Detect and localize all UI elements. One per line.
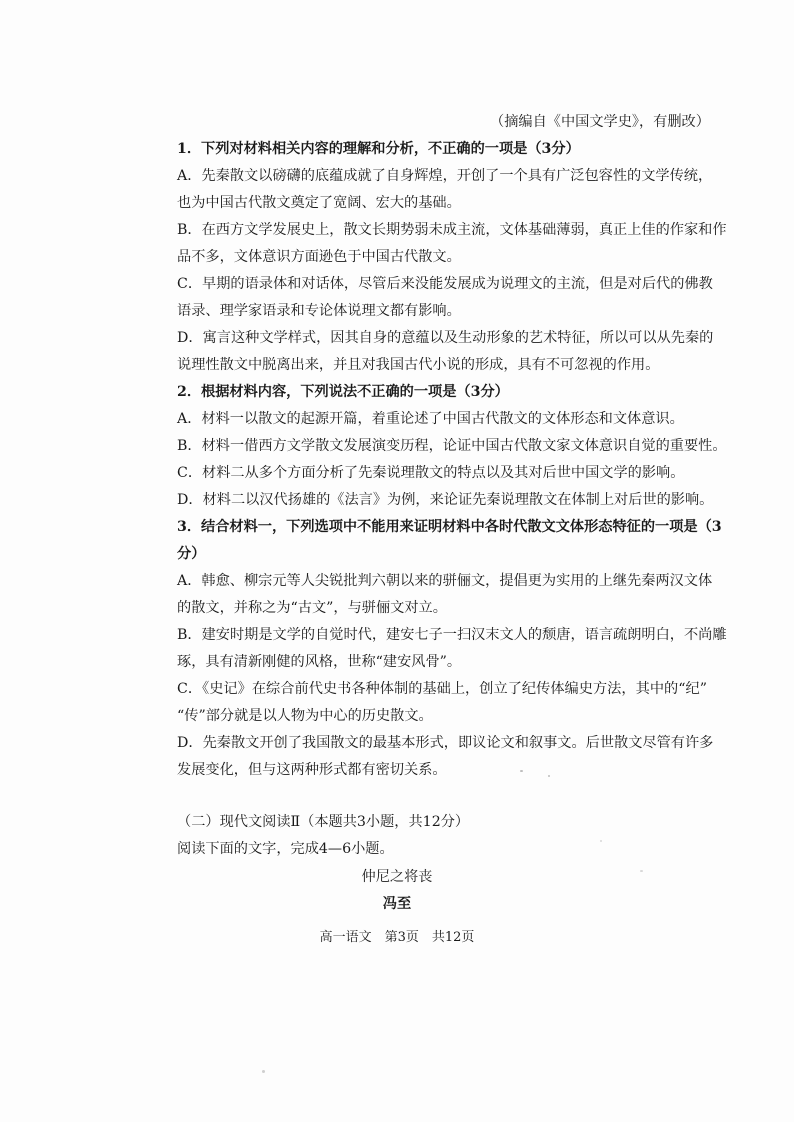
source-note: （摘编自《中国文学史》，有删改） xyxy=(490,114,710,130)
question-3-stem-line-2: 分） xyxy=(177,546,206,562)
q2-option-a: A．材料一以散文的起源开篇，着重论述了中国古代散文的文体形态和文体意识。 xyxy=(177,411,684,427)
q3-option-b-line-1: B．建安时期是文学的自觉时代，建安七子一扫汉末文人的颓唐，语言疏朗明白，不尚雕 xyxy=(177,627,727,643)
scan-speck xyxy=(640,870,643,872)
passage-title: 仲尼之将丧 xyxy=(361,869,433,885)
passage-author: 冯至 xyxy=(382,896,412,912)
scan-speck xyxy=(262,1070,265,1073)
q1-option-b-line-2: 品不多，文体意识方面逊色于中国古代散文。 xyxy=(177,249,461,265)
q3-option-c-line-2: “传”部分就是以人物为中心的历史散文。 xyxy=(177,708,433,724)
question-3-stem-line-1: 3．结合材料一，下列选项中不能用来证明材料中各时代散文文体形态特征的一项是（3 xyxy=(177,519,722,535)
reading-instruction: 阅读下面的文字，完成4—6小题。 xyxy=(177,841,394,857)
question-1-stem: 1．下列对材料相关内容的理解和分析，不正确的一项是（3分） xyxy=(177,141,580,157)
section-2-heading: （二）现代文阅读Ⅱ（本题共3小题，共12分） xyxy=(177,814,470,830)
q3-option-a-line-1: A．韩愈、柳宗元等人尖锐批判六朝以来的骈俪文，提倡更为实用的上继先秦两汉文体 xyxy=(177,573,713,589)
q1-option-c-line-2: 语录、理学家语录和专论体说理文都有影响。 xyxy=(177,303,461,319)
q3-option-c-line-1: C．《史记》在综合前代史书各种体制的基础上，创立了纪传体编史方法，其中的“纪” xyxy=(177,681,707,697)
scan-speck xyxy=(600,840,602,842)
page-footer: 高一语文 第3页 共12页 xyxy=(319,930,475,945)
q3-option-d-line-2: 发展变化，但与这两种形式都有密切关系。 xyxy=(177,762,447,778)
scan-speck xyxy=(548,775,550,777)
q2-option-c: C．材料二从多个方面分析了先秦说理散文的特点以及其对后世中国文学的影响。 xyxy=(177,465,685,481)
q1-option-a-line-2: 也为中国古代散文奠定了宽阔、宏大的基础。 xyxy=(177,195,461,211)
q2-option-d: D．材料二以汉代扬雄的《法言》为例，来论证先秦说理散文在体制上对后世的影响。 xyxy=(177,492,714,508)
scan-speck xyxy=(520,770,523,772)
q1-option-c-line-1: C．早期的语录体和对话体，尽管后来没能发展成为说理文的主流，但是对后代的佛教 xyxy=(177,276,713,292)
q1-option-d-line-1: D．寓言这种文学样式，因其自身的意蕴以及生动形象的艺术特征，所以可以从先秦的 xyxy=(177,330,714,346)
q3-option-a-line-2: 的散文，并称之为“古文”，与骈俪文对立。 xyxy=(177,600,447,616)
q2-option-b: B．材料一借西方文学散文发展演变历程，论证中国古代散文家文体意识自觉的重要性。 xyxy=(177,438,727,454)
q1-option-a-line-1: A．先秦散文以磅礴的底蕴成就了自身辉煌，开创了一个具有广泛包容性的文学传统， xyxy=(177,168,713,184)
q1-option-d-line-2: 说理性散文中脱离出来，并且对我国古代小说的形成，具有不可忽视的作用。 xyxy=(177,357,660,373)
q3-option-d-line-1: D．先秦散文开创了我国散文的最基本形式，即议论文和叙事文。后世散文尽管有许多 xyxy=(177,735,714,751)
q3-option-b-line-2: 琢，具有清新刚健的风格，世称“建安风骨”。 xyxy=(177,654,462,670)
question-2-stem: 2．根据材料内容，下列说法不正确的一项是（3分） xyxy=(177,384,509,400)
q1-option-b-line-1: B．在西方文学发展史上，散文长期势弱未成主流，文体基础薄弱，真正上佳的作家和作 xyxy=(177,222,727,238)
